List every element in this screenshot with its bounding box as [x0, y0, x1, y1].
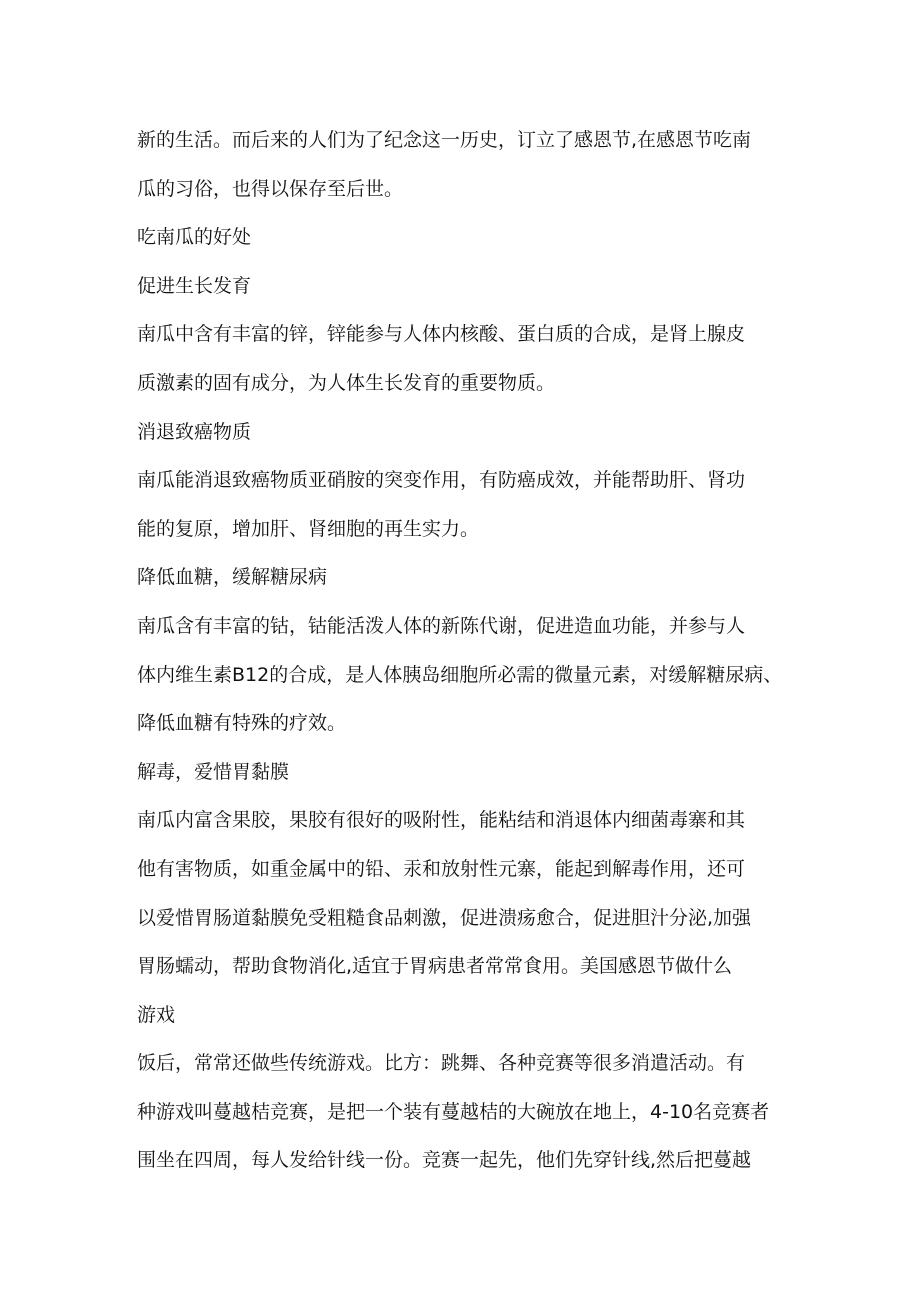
section-heading: 促进生长发育 — [137, 274, 252, 297]
text-line: 质激素的固有成分，为人体生长发育的重要物质。 — [137, 371, 556, 394]
text-line: 瓜的习俗，也得以保存至后世。 — [137, 177, 404, 200]
text-line: 新的生活。而后来的人们为了纪念这一历史，订立了感恩节,在感恩节吃南 — [137, 129, 752, 151]
text-line: 南瓜中含有丰富的锌，锌能参与人体内核酸、蛋白质的合成，是肾上腺皮 — [137, 323, 746, 346]
text-line: 体内维生素B12的合成，是人体胰岛细胞所必需的微量元素，对缓解糖尿病、 — [137, 663, 783, 686]
text-line: 种游戏叫蔓越桔竞赛，是把一个装有蔓越桔的大碗放在地上，4-10名竞赛者 — [137, 1100, 770, 1123]
text-line: 饭后，常常还做些传统游戏。比方：跳舞、各种竞赛等很多消遣活动。有 — [137, 1052, 746, 1075]
text-line: 南瓜内富含果胶，果胶有很好的吸附性，能粘结和消退体内细菌毒寨和其 — [137, 809, 746, 832]
section-heading: 解毒，爱惜胃黏膜 — [137, 760, 290, 783]
text-line: 他有害物质，如重金属中的铅、汞和放射性元寨，能起到解毒作用，还可 — [137, 857, 746, 880]
section-heading: 吃南瓜的好处 — [137, 226, 252, 249]
text-line: 南瓜含有丰富的钴，钴能活泼人体的新陈代谢，促进造血功能，并参与人 — [137, 614, 746, 637]
section-heading: 游戏 — [137, 1003, 176, 1026]
text-line: 胃肠蠕动，帮助食物消化,适宜于胃病患者常常食用。美国感恩节做什么 — [137, 955, 733, 978]
text-line: 以爱惜胃肠道黏膜免受粗糙食品刺激，促进溃疡愈合，促进胆汁分泌,加强 — [137, 906, 752, 929]
text-line: 围坐在四周，每人发给针线一份。竞赛一起先，他们先穿针线,然后把蔓越 — [137, 1149, 752, 1172]
section-heading: 降低血糖，缓解糖尿病 — [137, 566, 328, 589]
section-heading: 消退致癌物质 — [137, 420, 252, 443]
text-line: 降低血糖有特殊的疗效。 — [137, 712, 347, 735]
text-line: 南瓜能消退致癌物质亚硝胺的突变作用，有防癌成效，并能帮助肝、肾功 — [137, 469, 746, 492]
document-body — [137, 116, 797, 1185]
text-line: 能的复原，增加肝、肾细胞的再生实力。 — [137, 517, 480, 540]
